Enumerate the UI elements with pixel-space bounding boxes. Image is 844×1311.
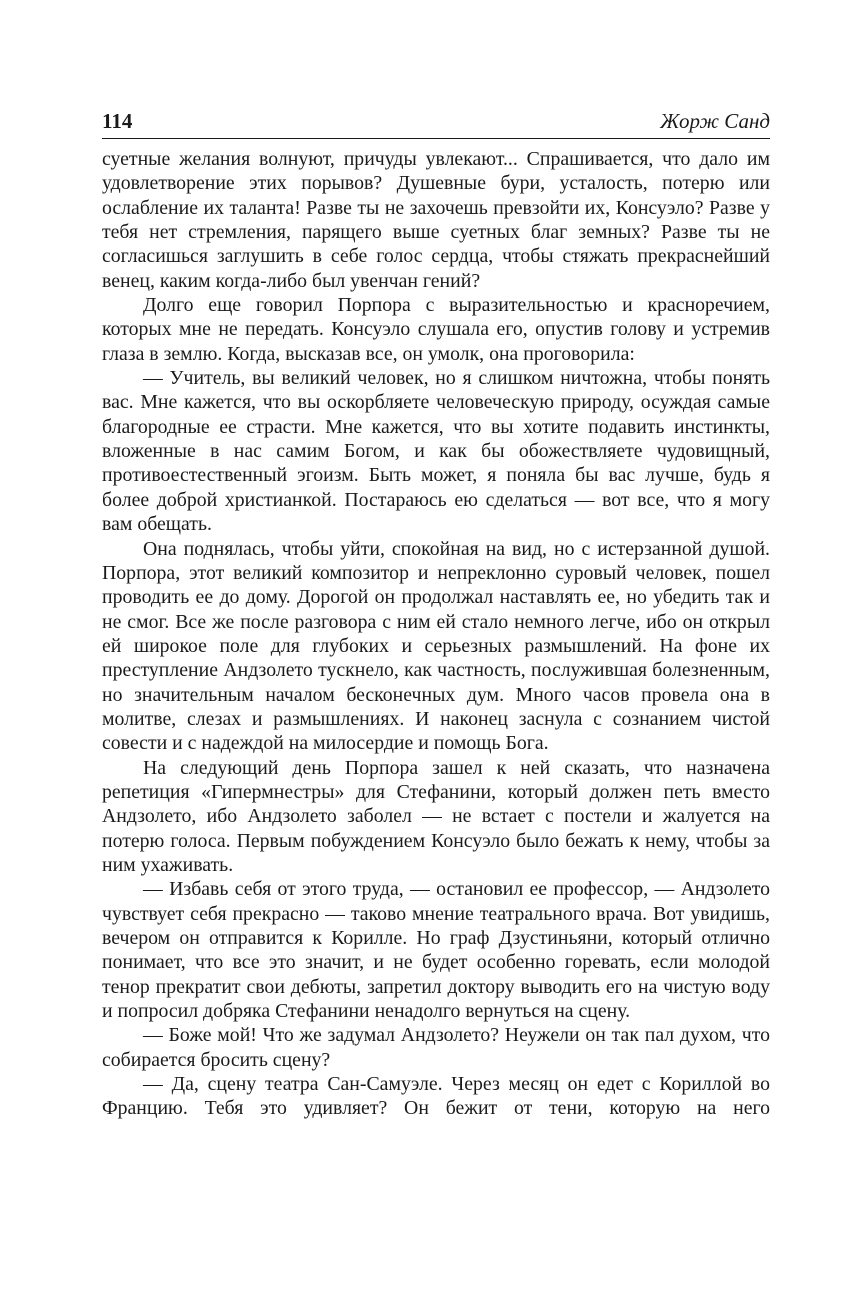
paragraph: — Боже мой! Что же задумал Андзолето? Неужели он так пал духом, что собирается бросить сцену? — [102, 1024, 770, 1071]
running-header — [102, 104, 770, 139]
page-number: 114 — [102, 109, 133, 133]
paragraph: суетные желания волнуют, причуды увлекают... Спрашивается, что дало им удовлетворение этих порывов? Душевные бури, усталость, потерю или ослабление их таланта! Разве ты не захочешь превзойти их, Консуэло? Разве у тебя нет стремления, парящего выше суетных благ земных? Разве ты не согласишься заглушить в себе голос сердца, чтобы стяжать прекраснейший венец, каким когда-либо был увенчан гений? — [102, 148, 770, 292]
paragraph: — Учитель, вы великий человек, но я слишком ничтожна, чтобы понять вас. Мне кажется, что вы оскорбляете человеческую природу, осуждая самые благородные ее страсти. Мне кажется, что вы хотите подавить инстинкты, вложенные в нас самим Богом, и как бы обожествляете чудовищный, противоестественный эгоизм. Быть может, я поняла бы вас лучше, будь я более доброй христианкой. Постараюсь ею сделаться — вот все, что я могу вам обещать. — [102, 367, 770, 536]
paragraph: Она поднялась, чтобы уйти, спокойная на вид, но с истерзанной душой. Порпора, этот великий композитор и непреклонно суровый человек, пошел проводить ее до дому. Дорогой он продолжал наставлять ее, но убедить так и не смог. Все же после разговора с ним ей стало немного легче, ибо он открыл ей широкое поле для глубоких и серьезных размышлений. На фоне их преступление Андзолето тускнело, как частность, послужившая болезненным, но значительным началом бесконечных дум. Много часов провела она в молитве, слезах и размышлениях. И наконец заснула с сознанием чистой совести и с надеждой на милосердие и помощь Бога. — [102, 537, 770, 755]
paragraph: На следующий день Порпора зашел к ней сказать, что назначена репетиция «Гипермнестры» для Стефанини, который должен петь вместо Андзолето, ибо Андзолето заболел — не встает с постели и жалуется на потерю голоса. Первым побуждением Консуэло было бежать к нему, чтобы за ним ухаживать. — [102, 756, 770, 876]
running-title: Жорж Санд — [660, 109, 770, 133]
paragraph: — Избавь себя от этого труда, — остановил ее профессор, — Андзолето чувствует себя прекрасно — таково мнение театрального врача. Вот увидишь, вечером он отправится к Корилле. Но граф Дзустиньяни, который отлично понимает, что все это значит, и не будет особенно горевать, если молодой тенор прекратит свои дебюты, запретил доктору выводить его на чистую воду и попросил добряка Стефанини ненадолго вернуться на сцену. — [102, 878, 770, 1023]
paragraph: Долго еще говорил Порпора с выразительностью и красноречием, которых мне не передать. Консуэло слушала его, опустив голову и устремив глаза в землю. Когда, высказав все, он умолк, она проговорила: — [102, 294, 770, 365]
paragraph: — Да, сцену театра Сан-Самуэле. Через месяц он едет с Кориллой во Францию. Тебя это удивляет? Он бежит от тени, которую на него — [102, 1073, 770, 1120]
book-page — [102, 104, 770, 1121]
body-text — [102, 147, 770, 1121]
